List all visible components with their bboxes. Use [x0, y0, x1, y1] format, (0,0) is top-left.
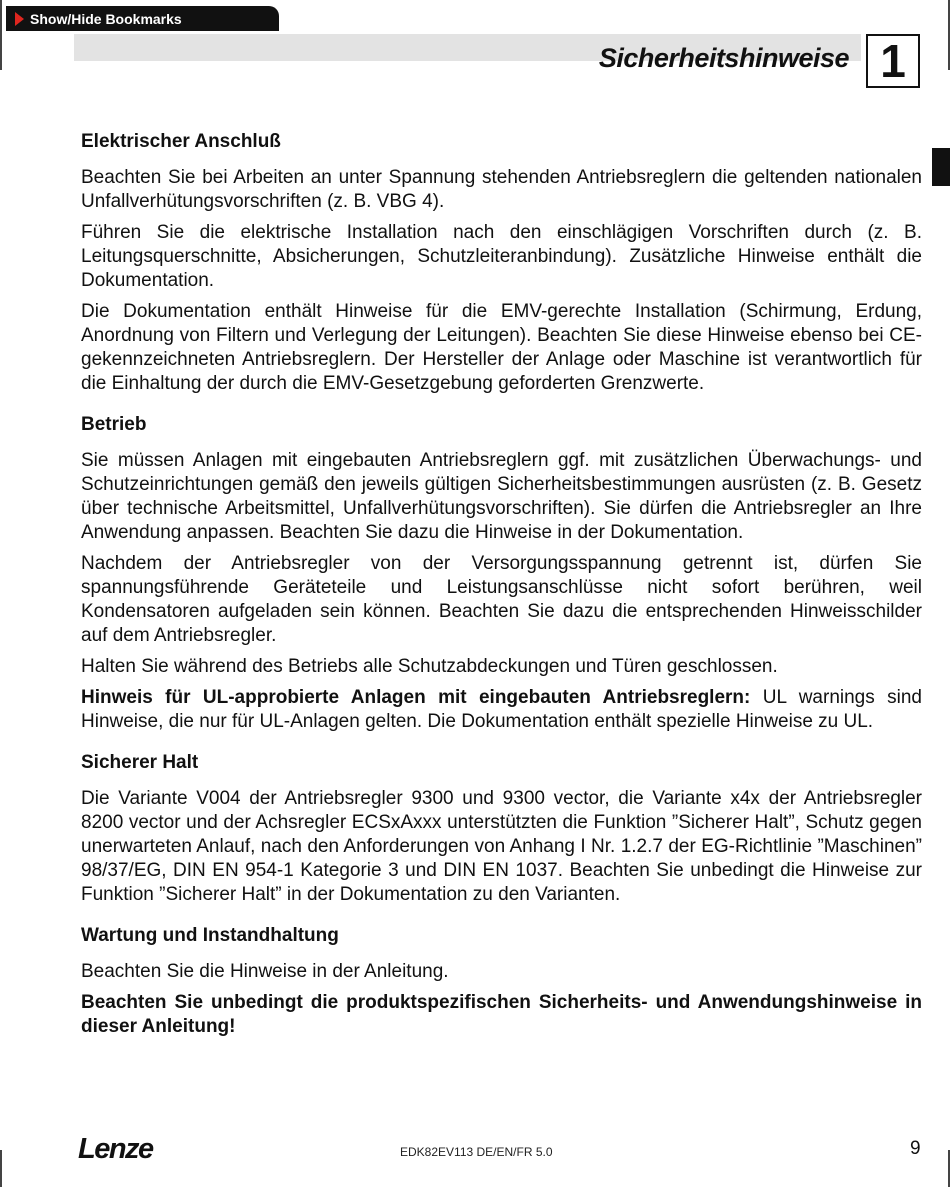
ul-note-label: Hinweis für UL-approbierte Anlagen mit eingebauten Antriebsreglern: — [81, 687, 751, 708]
page-edge-left — [0, 0, 2, 70]
section-betrieb — [81, 413, 922, 734]
section-heading: Elektrischer Anschluß — [81, 131, 281, 152]
document-code: EDK82EV113 DE/EN/FR 5.0 — [400, 1145, 553, 1159]
show-hide-bookmarks-button[interactable] — [6, 6, 279, 31]
triangle-right-icon — [15, 12, 24, 26]
section-sicherer-halt — [81, 751, 922, 907]
section-heading: Wartung und Instandhaltung — [81, 925, 339, 946]
ul-note-paragraph — [81, 686, 922, 734]
page-title: Sicherheitshinweise — [598, 43, 849, 73]
page-number: 9 — [910, 1138, 921, 1159]
bookmarks-label: Show/Hide Bookmarks — [30, 10, 182, 27]
section-heading: Sicherer Halt — [81, 752, 199, 773]
chapter-number: 1 — [866, 34, 920, 88]
important-notice: Beachten Sie unbedingt die produktspezifischen Sicherheits- und Anwendungshinweise in dieser Anleitung! — [81, 992, 922, 1037]
paragraph: Die Variante V004 der Antriebsregler 9300 und 9300 vector, die Variante x4x der Antriebsregler 8200 vector und der Achsregler ECSxAxxx unterstützten die Funktion ”Sicherer Halt”, Schutz gegen unerwarteten Anlauf, nach den Anforderungen von Anhang I Nr. 1.2.7 der EG-Richtlinie ”Maschinen” 98/37/EG, DIN EN 954-1 Kategorie 3 und DIN EN 1037. Beachten Sie unbedingt die Hinweise zur Funktion ”Sicherer Halt” in der Dokumentation zu den Varianten. — [81, 788, 922, 905]
paragraph: Die Dokumentation enthält Hinweise für die EMV-gerechte Installation (Schirmung, Erdung, Anordnung von Filtern und Verlegung der Leitungen). Beachten Sie diese Hinweise ebenso bei CE-gekennzeichneten Antriebsreglern. Der Hersteller der Anlage oder Maschine ist verantwortlich für die Einhaltung der durch die EMV-Gesetzgebung geforderten Grenzwerte. — [81, 301, 922, 394]
ul-note-text: UL warnings sind Hinweise, die nur für UL-Anlagen gelten. Die Dokumentation enthält spezielle Hinweise zu UL. — [81, 687, 922, 732]
paragraph: Halten Sie während des Betriebs alle Schutzabdeckungen und Türen geschlossen. — [81, 656, 778, 677]
paragraph: Beachten Sie bei Arbeiten an unter Spannung stehenden Antriebsreglern die geltenden nationalen Unfallverhütungsvorschriften (z. B. VBG 4). — [81, 167, 922, 212]
section-heading: Betrieb — [81, 414, 147, 435]
paragraph: Sie müssen Anlagen mit eingebauten Antriebsreglern ggf. mit zusätzlichen Überwachungs- und Schutzeinrichtungen gemäß den jeweils gültigen Sicherheitsbestimmungen ausrüsten (z. B. Gesetz über technische Arbeitsmittel, Unfallverhütungsvorschriften). Sie dürfen die Antriebsregler an Ihre Anwendung anpassen. Beachten Sie dazu die Hinweise in der Dokumentation. — [81, 450, 922, 543]
paragraph: Führen Sie die elektrische Installation nach den einschlägigen Vorschriften durch (z. B. Leitungsquerschnitte, Absicherungen, Schutzleiteranbindung). Zusätzliche Hinweise enthält die Dokumentation. — [81, 222, 922, 291]
document-body — [81, 130, 922, 1046]
paragraph: Beachten Sie die Hinweise in der Anleitung. — [81, 961, 449, 982]
page-edge-left-bottom — [0, 1150, 2, 1187]
section-wartung — [81, 924, 922, 1039]
section-elektrischer-anschluss — [81, 130, 922, 396]
chapter-tab-marker — [932, 148, 950, 186]
paragraph: Nachdem der Antriebsregler von der Versorgungsspannung getrennt ist, dürfen Sie spannungsführende Geräteteile und Leistungsanschlüsse nicht sofort berühren, weil Kondensatoren aufgeladen sein können. Beachten Sie dazu die entsprechenden Hinweisschilder auf dem Antriebsregler. — [81, 553, 922, 646]
lenze-logo: Lenze — [78, 1133, 153, 1165]
